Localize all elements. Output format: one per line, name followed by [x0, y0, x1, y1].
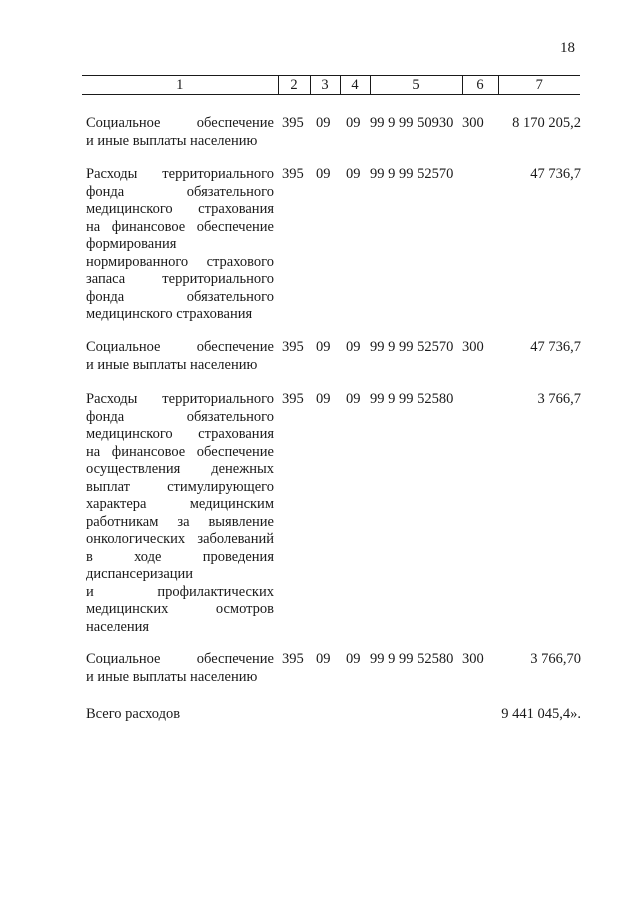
- cell-ministry: 395: [282, 391, 304, 407]
- cell-expense-type: 300: [462, 339, 484, 355]
- row-name-line: формирования: [86, 236, 177, 252]
- cell-expense-type: 300: [462, 115, 484, 131]
- total-value: 9 441 045,4».: [501, 706, 581, 722]
- row-name-line: характера медицинским: [86, 496, 274, 512]
- table-header: [82, 75, 580, 95]
- row-name-line: и иные выплаты населению: [86, 356, 258, 373]
- row-name-line: Расходы территориального: [86, 166, 274, 182]
- cell-target-item: 99 9 99 52580: [370, 651, 454, 667]
- header-col-2: 2: [278, 76, 310, 95]
- cell-subsection: 09: [346, 166, 361, 182]
- cell-section: 09: [316, 651, 331, 667]
- header-col-5: 5: [370, 76, 462, 95]
- row-name-line: и профилактических: [86, 583, 274, 600]
- row-name-line: медицинского страхования: [86, 306, 253, 322]
- row-name: [86, 339, 274, 374]
- header-col-7: 7: [498, 76, 580, 95]
- cell-section: 09: [316, 391, 331, 407]
- row-name: [86, 391, 274, 636]
- row-name-line: запаса территориального: [86, 271, 274, 287]
- cell-subsection: 09: [346, 115, 361, 131]
- row-name-line: на финансовое обеспечение: [86, 218, 274, 235]
- row-name-line: диспансеризации: [86, 566, 194, 582]
- row-name-line: Социальное обеспечение: [86, 115, 274, 131]
- cell-target-item: 99 9 99 52570: [370, 166, 454, 182]
- total-label: Всего расходов: [86, 706, 181, 722]
- row-name-line: населения: [86, 618, 150, 635]
- row-name-line: осуществления денежных: [86, 461, 274, 477]
- header-col-4: 4: [340, 76, 370, 95]
- header-col-3: 3: [310, 76, 340, 95]
- row-name: [86, 115, 274, 150]
- row-name-line: медицинского страхования: [86, 426, 274, 442]
- row-name-line: фонда обязательного: [86, 408, 274, 425]
- row-name-line: на финансовое обеспечение: [86, 443, 274, 460]
- cell-amount: 8 170 205,2: [512, 115, 581, 131]
- cell-target-item: 99 9 99 50930: [370, 115, 454, 131]
- row-name-line: и иные выплаты населению: [86, 668, 258, 685]
- cell-ministry: 395: [282, 339, 304, 355]
- cell-section: 09: [316, 115, 331, 131]
- row-name-line: Расходы территориального: [86, 391, 274, 407]
- cell-ministry: 395: [282, 115, 304, 131]
- cell-target-item: 99 9 99 52570: [370, 339, 454, 355]
- row-name-line: онкологических заболеваний: [86, 531, 274, 547]
- cell-subsection: 09: [346, 391, 361, 407]
- row-name-line: нормированного страхового: [86, 253, 274, 270]
- row-name-line: Социальное обеспечение: [86, 651, 274, 667]
- row-name-line: в ходе проведения: [86, 548, 274, 565]
- cell-ministry: 395: [282, 166, 304, 182]
- cell-amount: 3 766,70: [530, 651, 581, 667]
- cell-subsection: 09: [346, 651, 361, 667]
- row-name-line: и иные выплаты населению: [86, 132, 258, 149]
- row-name-line: фонда обязательного: [86, 288, 274, 305]
- row-name-line: фонда обязательного: [86, 183, 274, 200]
- row-name-line: работникам за выявление: [86, 513, 274, 530]
- cell-amount: 47 736,7: [530, 339, 581, 355]
- row-name-line: медицинского страхования: [86, 201, 274, 217]
- row-name: [86, 651, 274, 686]
- cell-target-item: 99 9 99 52580: [370, 391, 454, 407]
- cell-subsection: 09: [346, 339, 361, 355]
- cell-amount: 47 736,7: [530, 166, 581, 182]
- cell-ministry: 395: [282, 651, 304, 667]
- cell-amount: 3 766,7: [537, 391, 581, 407]
- row-name: [86, 166, 274, 324]
- header-col-1: 1: [82, 76, 278, 95]
- cell-section: 09: [316, 339, 331, 355]
- row-name-line: выплат стимулирующего: [86, 478, 274, 495]
- row-name-line: медицинских осмотров: [86, 601, 274, 617]
- header-col-6: 6: [462, 76, 498, 95]
- cell-expense-type: 300: [462, 651, 484, 667]
- row-name-line: Социальное обеспечение: [86, 339, 274, 355]
- page-number: 18: [560, 40, 575, 56]
- cell-section: 09: [316, 166, 331, 182]
